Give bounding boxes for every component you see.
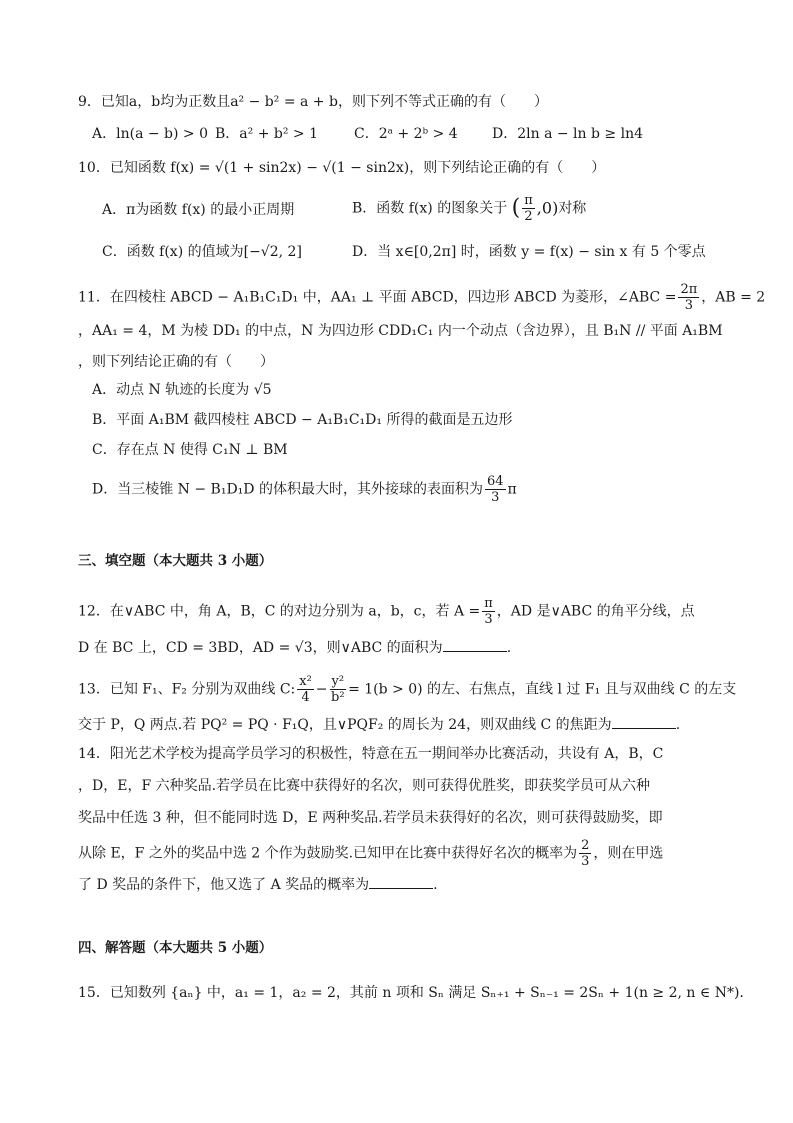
q14-line-2: ，D，E，F 六种奖品.若学员在比赛中获得好的名次，则可获得优胜奖，即获奖学员可从六种 <box>78 778 651 794</box>
q13-y-fraction <box>330 674 347 705</box>
q10-option-d: D．当 x∈[0,2π] 时，函数 y = f(x) − sin x 有 5 个零点 <box>352 244 706 260</box>
q9-stem: 9．已知a，b均为正数且a² − b² = a + b，则下列不等式正确的有（ ） <box>78 94 548 110</box>
q13-line-2-text: 交于 P，Q 两点.若 PQ² = PQ · F₁Q，且∨PQF₂ 的周长为 24，则双曲线 C 的焦距为 <box>78 717 612 733</box>
q14-line-3: 奖品中任选 3 种，但不能同时选 D，E 两种奖品.若学员未获得好的名次，则可获得鼓励奖，即 <box>78 810 663 826</box>
q9-option-a: A．ln(a − b) > 0 <box>92 126 209 142</box>
q12-line-1 <box>78 596 695 627</box>
q10-stem: 10．已知函数 f(x) = √(1 + sin2x) − √(1 − sin2x)，则下列结论正确的有（ ） <box>78 160 606 176</box>
q13-line-1 <box>78 674 736 705</box>
q13-x-denominator: 4 <box>301 690 310 705</box>
q10-option-b <box>352 193 586 224</box>
q10-b-denominator: 2 <box>524 209 533 224</box>
q14-probability-denominator: 3 <box>581 854 590 869</box>
section-3-heading: 三、填空题（本大题共 3 小题） <box>78 553 273 569</box>
section-4-heading: 四、解答题（本大题共 5 小题） <box>78 940 273 956</box>
q9-option-b: B．a² + b² > 1 <box>215 126 318 142</box>
q14-probability-numerator: 2 <box>581 838 590 853</box>
q11-line-1 <box>78 282 765 313</box>
q13-line-2-end: . <box>675 717 681 733</box>
q11-angle-denominator: 3 <box>684 298 693 313</box>
q11-option-a: A．动点 N 轨迹的长度为 √5 <box>92 382 272 398</box>
q14-line-5-end: . <box>433 877 438 893</box>
q10-option-b-fraction <box>522 193 535 224</box>
q13-y-denominator: b² <box>331 690 345 705</box>
q15-line-1: 15．已知数列 {aₙ} 中，a₁ = 1，a₂ = 2，其前 n 项和 Sₙ 满足 Sₙ₊₁ + Sₙ₋₁ = 2Sₙ + 1(n ≥ 2, n ∈ N*). <box>78 985 744 1001</box>
q13-answer-blank[interactable] <box>612 714 676 729</box>
q11-option-c: C．存在点 N 使得 C₁N ⊥ BM <box>92 442 288 458</box>
q9-option-c: C．2ᵃ + 2ᵇ > 4 <box>354 126 458 142</box>
q12-line-2-text: D 在 BC 上，CD = 3BD，AD = √3，则∨ABC 的面积为 <box>78 640 443 656</box>
q14-line-5-text: 了 D 奖品的条件下，他又选了 A 奖品的概率为 <box>78 877 370 893</box>
q12-line-1-text: 12．在∨ABC 中，角 A，B，C 的对边分别为 a，b，c，若 A = <box>78 603 481 620</box>
q13-line-1-text: 13．已知 F₁、F₂ 分别为双曲线 C: <box>78 681 296 698</box>
q13-line-1-suffix: = 1(b > 0) 的左、右焦点，直线 l 过 F₁ 且与双曲线 C 的左支 <box>348 681 737 698</box>
q12-answer-blank[interactable] <box>443 637 507 652</box>
q11-d-numerator: 64 <box>486 474 504 489</box>
q11-option-b: B．平面 A₁BM 截四棱柱 ABCD − A₁B₁C₁D₁ 所得的截面是五边形 <box>92 412 513 428</box>
q13-x-numerator: x² <box>299 674 312 689</box>
q11-line-3: ，则下列结论正确的有（ ） <box>78 354 274 370</box>
q11-line-1-text: 11．在四棱柱 ABCD − A₁B₁C₁D₁ 中，AA₁ ⊥ 平面 ABCD，四边形 ABCD 为菱形，∠ABC = <box>78 289 677 306</box>
q9-option-d: D．2ln a − ln b ≥ ln4 <box>492 126 643 142</box>
q11-option-d-fraction <box>485 474 506 505</box>
q14-line-4 <box>78 838 663 869</box>
q12-angle-denominator: 3 <box>484 612 493 627</box>
q14-answer-blank[interactable] <box>369 874 433 889</box>
q12-angle-fraction <box>482 596 495 627</box>
q13-x-fraction <box>297 674 314 705</box>
q12-line-2 <box>78 637 511 658</box>
q13-minus-sign: − <box>315 681 328 698</box>
q12-line-1-suffix: ，AD 是∨ABC 的角平分线，点 <box>496 603 695 620</box>
q12-angle-numerator: π <box>484 596 493 611</box>
q11-line-1-suffix: ，AB = 2 <box>701 289 766 306</box>
q14-line-5 <box>78 874 438 895</box>
q11-option-d-suffix: π <box>507 481 517 498</box>
q14-line-4-text: 从除 E，F 之外的奖品中选 2 个作为鼓励奖.已知甲在比赛中获得好名次的概率为 <box>78 845 578 862</box>
q14-line-4-suffix: ，则在甲选 <box>593 845 664 862</box>
q11-angle-fraction <box>678 282 699 313</box>
q10-option-a: A．π为函数 f(x) 的最小正周期 <box>102 202 295 218</box>
q10-option-c: C．函数 f(x) 的值域为[−√2, 2] <box>102 244 302 260</box>
q10-option-b-paren-close: ,0) <box>536 198 559 218</box>
q10-option-b-suffix: 对称 <box>558 200 587 217</box>
q12-line-2-end: . <box>506 640 512 656</box>
q14-probability-fraction <box>579 838 591 869</box>
q10-option-b-text: B．函数 f(x) 的图象关于 <box>352 200 508 217</box>
q13-y-numerator: y² <box>331 674 345 689</box>
q14-line-1: 14．阳光艺术学校为提高学员学习的积极性，特意在五一期间举办比赛活动，共设有 A，B，C <box>78 746 664 762</box>
q11-line-2: ，AA₁ = 4，M 为棱 DD₁ 的中点，N 为四边形 CDD₁C₁ 内一个动点（含边界），且 B₁N // 平面 A₁BM <box>78 323 723 339</box>
q13-line-2 <box>78 714 680 735</box>
q11-option-d <box>92 474 517 505</box>
q11-d-denominator: 3 <box>491 490 500 505</box>
q11-option-d-text: D．当三棱锥 N − B₁D₁D 的体积最大时，其外接球的表面积为 <box>92 481 483 498</box>
q10-option-b-paren-open: ( <box>511 195 521 221</box>
q10-b-numerator: π <box>524 193 533 208</box>
q11-angle-numerator: 2π <box>680 282 698 297</box>
